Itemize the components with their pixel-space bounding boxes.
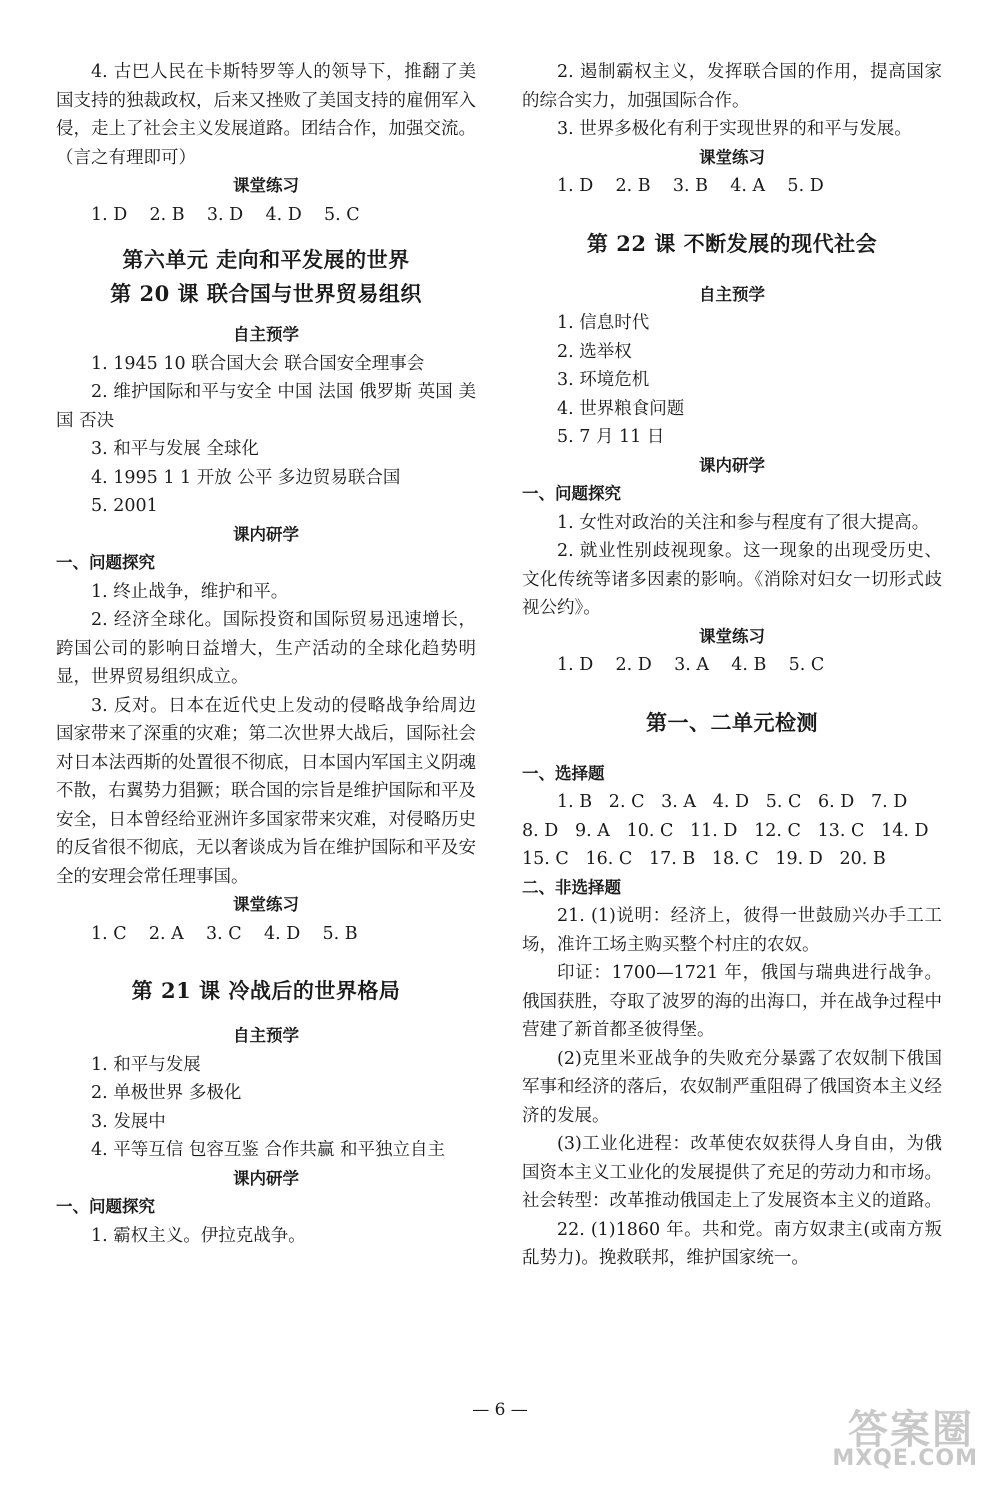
answer-paragraph: 1. 和平与发展 (91, 1054, 201, 1075)
answer-paragraph: 3. 发展中 (91, 1111, 166, 1132)
section-subheading: 课内研学 (233, 1168, 299, 1188)
answer-paragraph: 21. (1)说明：经济上，彼得一世鼓励兴办手工工场，准许工场主购买整个村庄的农奴。 (522, 906, 942, 955)
watermark-text: 答案圈 (848, 1407, 974, 1453)
left-column (56, 58, 476, 1250)
section-subheading: 课堂练习 (699, 147, 765, 167)
watermark-logo (804, 1398, 982, 1480)
section-label: 一、问题探究 (56, 1197, 155, 1216)
answer-paragraph: 1. 信息时代 (557, 313, 650, 333)
answer-paragraph: 2. 维护国际和平与安全 中国 法国 俄罗斯 英国 美国 否决 (56, 382, 476, 431)
answer-key-row: 15. C 16. C 17. B 18. C 19. D 20. B (522, 849, 886, 869)
answer-paragraph: 1. 女性对政治的关注和参与程度有了很大提高。 (557, 512, 930, 533)
answer-key-row: 1. B 2. C 3. A 4. D 5. C 6. D 7. D (557, 792, 908, 812)
section-subheading: 课堂练习 (699, 626, 765, 646)
answer-paragraph: 5. 2001 (91, 496, 158, 516)
answer-paragraph: 5. 7 月 11 日 (557, 427, 665, 447)
answer-paragraph: 22. (1)1860 年。共和党。南方奴隶主(或南方叛乱势力)。挽救联邦，维护国家统一。 (522, 1219, 942, 1268)
answer-paragraph: 3. 世界多极化有利于实现世界的和平与发展。 (557, 119, 912, 139)
answer-paragraph: 3. 环境危机 (557, 370, 650, 390)
answer-paragraph: 2. 经济全球化。国际投资和国际贸易迅速增长，跨国公司的影响日益增大，生产活动的全球化趋势明显，世界贸易组织成立。 (56, 610, 476, 687)
answer-paragraph: 3. 和平与发展 全球化 (91, 439, 259, 459)
answer-paragraph: 2. 遏制霸权主义，发挥联合国的作用，提高国家的综合实力，加强国际合作。 (522, 62, 942, 111)
answer-key-row: 1. D 2. B 3. B 4. A 5. D (557, 176, 824, 196)
section-subheading: 自主预学 (233, 1026, 299, 1045)
answer-paragraph: 2. 选举权 (557, 341, 632, 362)
section-label: 一、问题探究 (522, 484, 621, 503)
answer-paragraph: 4. 1995 1 1 开放 公平 多边贸易联合国 (91, 467, 401, 488)
section-subheading: 自主预学 (699, 284, 765, 304)
right-column (522, 58, 942, 1273)
answer-paragraph: 印证：1700—1721 年，俄国与瑞典进行战争。俄国获胜，夺取了波罗的海的出海口，并在战争过程中营建了新首都圣彼得堡。 (522, 963, 942, 1040)
lesson-title: 第 22 课 不断发展的现代社会 (586, 230, 878, 256)
lesson-title: 第 21 课 冷战后的世界格局 (131, 978, 401, 1003)
answer-paragraph: 2. 就业性别歧视现象。这一现象的出现受历史、文化传统等诸多因素的影响。《消除对妇女一切形式歧视公约》。 (522, 541, 942, 618)
section-subheading: 课堂练习 (233, 895, 299, 914)
page-number: — 6 — (472, 1400, 528, 1420)
unit-title: 第六单元 走向和平发展的世界 (122, 247, 410, 272)
section-subheading: 课堂练习 (233, 176, 299, 195)
answer-paragraph: 4. 世界粮食问题 (557, 398, 685, 419)
answer-key-row: 1. C 2. A 3. C 4. D 5. B (91, 923, 358, 944)
section-subheading: 课内研学 (699, 455, 765, 475)
section-label: 二、非选择题 (522, 877, 621, 897)
answer-paragraph: 3. 反对。日本在近代史上发动的侵略战争给周边国家带来了深重的灾难；第二次世界大战后，国际社会对日本法西斯的处置很不彻底，日本国内军国主义阴魂不散，右翼势力猖獗；联合国的宗旨是维护国际和平及安全，日本曾经给亚洲许多国家带来灾难，对侵略历史的反省很不彻底，无以奢谈成为旨在维护国际和平及安全的安理会常任理事国。 (56, 695, 476, 887)
answer-key-row: 8. D 9. A 10. C 11. D 12. C 13. C 14. D (522, 820, 929, 841)
answer-paragraph: 1. 霸权主义。伊拉克战争。 (91, 1225, 306, 1246)
answer-paragraph: (3)工业化进程：改革使农奴获得人身自由，为俄国资本主义工业化的发展提供了充足的劳动力和市场。社会转型：改革推动俄国走上了发展资本主义的道路。 (522, 1134, 942, 1211)
answer-key-row: 1. D 2. B 3. D 4. D 5. C (91, 204, 360, 225)
answer-paragraph: (2)克里米亚战争的失败充分暴露了农奴制下俄国军事和经济的落后，农奴制严重阻碍了俄国资本主义经济的发展。 (522, 1048, 942, 1126)
section-label: 一、问题探究 (56, 553, 155, 572)
section-subheading: 自主预学 (233, 325, 299, 344)
answer-key-row: 1. D 2. D 3. A 4. B 5. C (557, 655, 825, 675)
watermark-url: MXQE.COM (832, 1446, 978, 1471)
test-title: 第一、二单元检测 (646, 709, 818, 735)
section-label: 一、选择题 (522, 763, 605, 783)
lesson-title: 第 20 课 联合国与世界贸易组织 (110, 281, 422, 306)
answer-paragraph: 1. 1945 10 联合国大会 联合国安全理事会 (91, 353, 425, 374)
answer-paragraph: 4. 平等互信 包容互鉴 合作共赢 和平独立自主 (91, 1140, 445, 1160)
section-subheading: 课内研学 (233, 524, 299, 544)
answer-paragraph: 2. 单极世界 多极化 (91, 1083, 242, 1103)
answer-paragraph: 1. 终止战争，维护和平。 (91, 581, 289, 602)
answer-paragraph: 4. 古巴人民在卡斯特罗等人的领导下，推翻了美国支持的独裁政权，后来又挫败了美国支持的雇佣军入侵，走上了社会主义发展道路。团结合作，加强交流。（言之有理即可） (56, 62, 476, 168)
